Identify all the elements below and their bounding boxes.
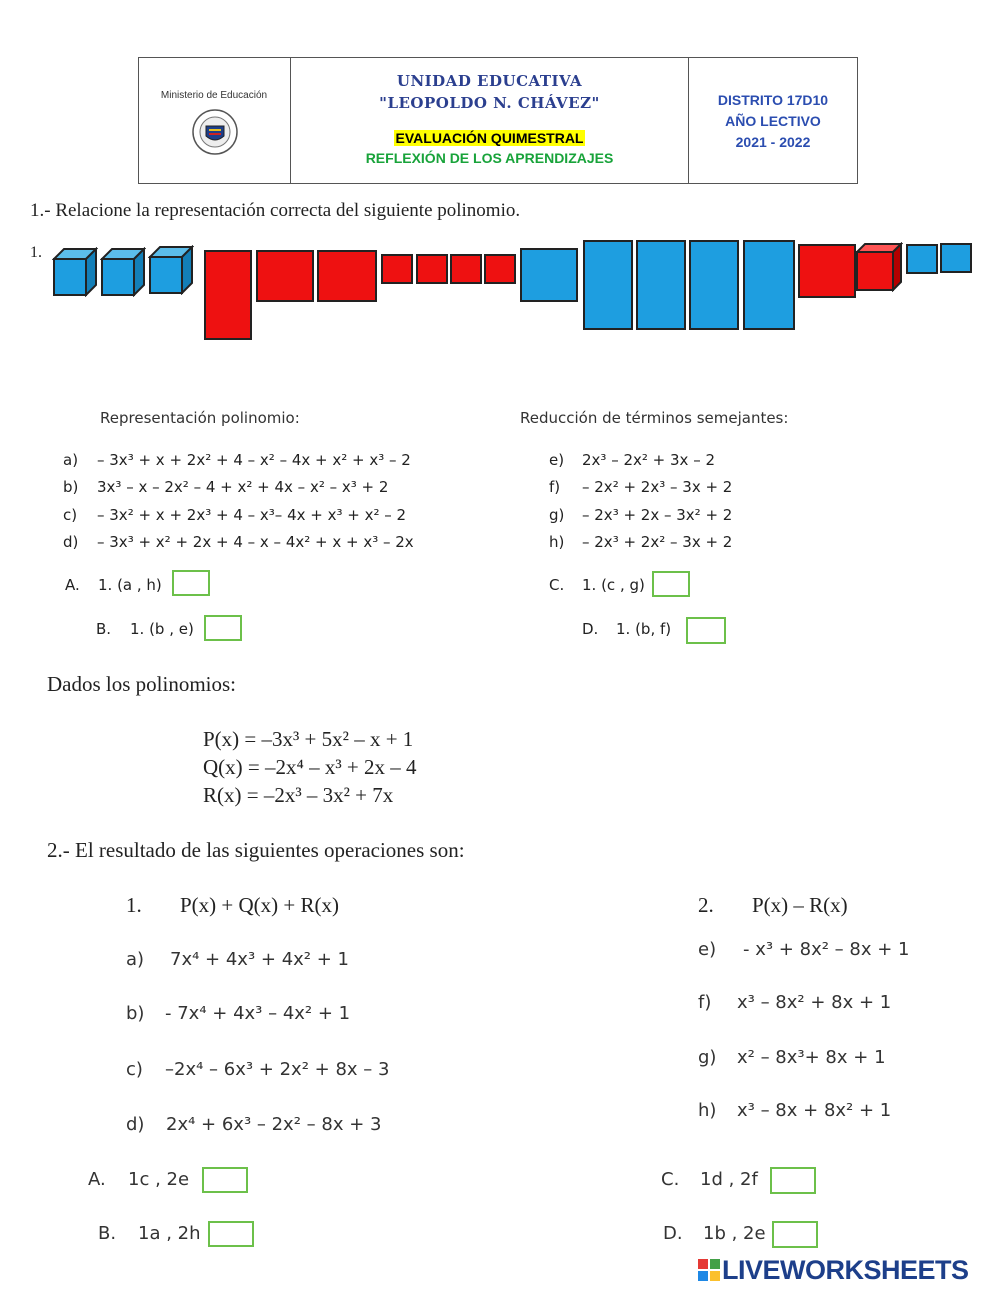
blue-x2-tile (520, 248, 578, 302)
result-expression: - x³ + 8x² – 8x + 1 (743, 939, 910, 960)
polynomial-p: P(x) = –3x³ + 5x² – x + 1 (203, 727, 414, 751)
red-unit-tile (381, 254, 413, 284)
blue-cube-tile (52, 247, 98, 297)
result-expression: - 7x⁴ + 4x³ – 4x² + 1 (165, 1003, 351, 1024)
operation-number: 1. (126, 893, 142, 917)
answer-text: 1a , 2h (138, 1223, 201, 1244)
cube-top-icon (148, 245, 194, 295)
option-letter: b) (63, 478, 79, 496)
algebra-tiles (0, 0, 1000, 350)
result-expression: 2x⁴ + 6x³ – 2x² – 8x + 3 (166, 1114, 382, 1135)
option-letter: c) (63, 506, 78, 524)
cube-top-icon (52, 247, 98, 297)
blue-cube-tile (148, 245, 194, 295)
question-1-prompt: 1.- Relacione la representación correcta del siguiente polinomio. (30, 200, 521, 221)
polynomial-expression: – 3x³ + x + 2x² + 4 – x² – 4x + x² + x³ – 2 (97, 451, 411, 469)
option-letter: b) (126, 1003, 145, 1024)
given-polynomials-title: Dados los polinomios: (47, 672, 237, 696)
blue-x-tile (583, 240, 633, 330)
school-year: 2021 - 2022 (735, 134, 811, 150)
reduced-expression: – 2x³ + 2x – 3x² + 2 (582, 506, 733, 524)
liveworksheets-badge-icon (698, 1257, 720, 1279)
red-x-tile (204, 250, 252, 340)
question-2-prompt: 2.- El resultado de las siguientes operaciones son: (47, 838, 465, 862)
school-name-line2: "LEOPOLDO N. CHÁVEZ" (379, 94, 600, 112)
answer-letter: D. (663, 1223, 683, 1244)
operation-2: P(x) – R(x) (752, 893, 848, 917)
red-x2-tile (256, 250, 314, 302)
result-expression: –2x⁴ – 6x³ + 2x² + 8x – 3 (165, 1059, 390, 1080)
option-letter: e) (549, 451, 565, 469)
answer-text: 1b , 2e (703, 1223, 766, 1244)
answer-text: 1. (c , g) (582, 576, 645, 594)
red-x2-tile (317, 250, 377, 302)
answer-box-b[interactable] (208, 1221, 254, 1247)
school-name-line1: UNIDAD EDUCATIVA (396, 72, 583, 90)
polynomial-q: Q(x) = –2x⁴ – x³ + 2x – 4 (203, 755, 417, 779)
cube-top-icon (855, 242, 903, 292)
operation-1: P(x) + Q(x) + R(x) (180, 893, 339, 917)
blue-x-tile (636, 240, 686, 330)
option-letter: a) (126, 949, 145, 970)
answer-text: 1d , 2f (700, 1169, 758, 1190)
answer-text: 1. (b , e) (130, 620, 194, 638)
reduced-expression: – 2x³ + 2x² – 3x + 2 (582, 533, 733, 551)
blue-x-tile (689, 240, 739, 330)
answer-box-a[interactable] (202, 1167, 248, 1193)
red-unit-tile (450, 254, 482, 284)
left-column-title: Representación polinomio: (100, 409, 300, 427)
answer-letter: B. (96, 620, 112, 638)
blue-unit-tile (906, 244, 938, 274)
cube-top-icon (100, 247, 146, 297)
red-cube-tile (855, 242, 903, 292)
answer-box-c[interactable] (652, 571, 690, 597)
answer-letter: A. (88, 1169, 106, 1190)
answer-box-b[interactable] (204, 615, 242, 641)
district-label: DISTRITO 17D10 (717, 92, 829, 108)
result-expression: x³ – 8x + 8x² + 1 (737, 1100, 892, 1121)
reduced-expression: 2x³ – 2x² + 3x – 2 (582, 451, 716, 469)
answer-letter: C. (549, 576, 565, 594)
answer-letter: A. (65, 576, 80, 594)
answer-box-d[interactable] (772, 1221, 818, 1248)
ministry-label: Ministerio de Educación (160, 90, 268, 101)
year-label: AÑO LECTIVO (725, 113, 821, 129)
answer-box-a[interactable] (172, 570, 210, 596)
operation-number: 2. (698, 893, 714, 917)
liveworksheets-text: LIVEWORKSHEETS (722, 1255, 969, 1285)
option-letter: g) (549, 506, 565, 524)
reduced-expression: – 2x² + 2x³ – 3x + 2 (582, 478, 733, 496)
blue-cube-tile (100, 247, 146, 297)
liveworksheets-logo (698, 1255, 969, 1286)
result-expression: x² – 8x³+ 8x + 1 (737, 1047, 886, 1068)
evaluation-text: EVALUACIÓN QUIMESTRAL (395, 130, 584, 146)
option-letter: d) (63, 533, 79, 551)
result-expression: 7x⁴ + 4x³ + 4x² + 1 (170, 949, 349, 970)
polynomial-expression: 3x³ – x – 2x² – 4 + x² + 4x – x² – x³ + 2 (97, 478, 389, 496)
answer-box-d[interactable] (686, 617, 726, 644)
answer-box-c[interactable] (770, 1167, 816, 1194)
option-letter: f) (698, 992, 712, 1013)
option-letter: f) (549, 478, 561, 496)
result-expression: x³ – 8x² + 8x + 1 (737, 992, 892, 1013)
answer-letter: B. (98, 1223, 117, 1244)
blue-x-tile (743, 240, 795, 330)
option-letter: d) (126, 1114, 145, 1135)
red-x2-tile (798, 244, 856, 298)
option-letter: e) (698, 939, 717, 960)
answer-text: 1. (b, f) (616, 620, 672, 638)
right-column-title: Reducción de términos semejantes: (520, 409, 789, 427)
polynomial-expression: – 3x³ + x² + 2x + 4 – x – 4x² + x + x³ – 2x (97, 533, 414, 551)
answer-letter: D. (582, 620, 599, 638)
polynomial-expression: – 3x² + x + 2x³ + 4 – x³– 4x + x³ + x² – 2 (97, 506, 407, 524)
blue-unit-tile (940, 243, 972, 273)
option-letter: a) (63, 451, 79, 469)
answer-text: 1. (a , h) (98, 576, 162, 594)
answer-text: 1c , 2e (128, 1169, 190, 1190)
option-letter: h) (549, 533, 565, 551)
answer-letter: C. (661, 1169, 680, 1190)
red-unit-tile (416, 254, 448, 284)
option-letter: h) (698, 1100, 717, 1121)
item-number: 1. (30, 244, 42, 261)
option-letter: g) (698, 1047, 717, 1068)
red-unit-tile (484, 254, 516, 284)
option-letter: c) (126, 1059, 143, 1080)
reflection-subtitle: REFLEXIÓN DE LOS APRENDIZAJES (365, 150, 614, 166)
polynomial-r: R(x) = –2x³ – 3x² + 7x (203, 783, 394, 807)
